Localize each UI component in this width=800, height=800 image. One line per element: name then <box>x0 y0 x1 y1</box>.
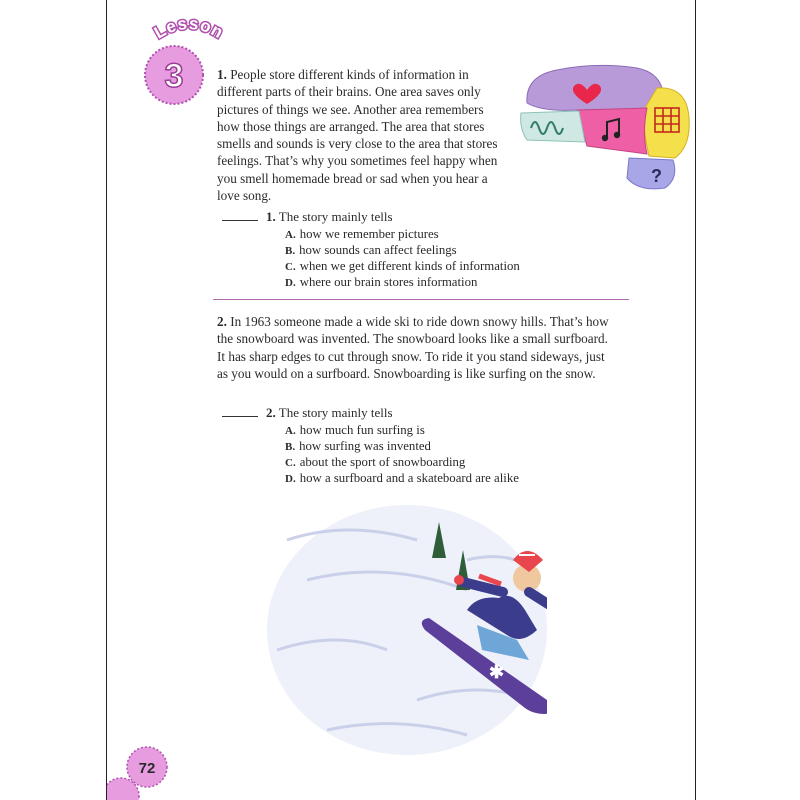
svg-text:Lesson <box>151 14 227 43</box>
passage-2 <box>217 313 612 382</box>
decorative-bubble <box>107 770 147 800</box>
lesson-number: 3 <box>164 57 184 95</box>
question-2-option-c: C. about the sport of snowboarding <box>285 455 466 469</box>
svg-text:✱: ✱ <box>489 662 505 682</box>
lesson-number-badge <box>143 44 205 106</box>
question-2-number: 2. <box>266 405 276 420</box>
question-2-option-d: D. how a surfboard and a skateboard are alike <box>285 471 519 485</box>
question-2 <box>222 405 393 421</box>
page-number: 72 <box>138 760 156 777</box>
question-1-stem: The story mainly tells <box>278 209 393 224</box>
question-2-option-a: A. how much fun surfing is <box>285 423 425 437</box>
question-2-stem: The story mainly tells <box>278 405 393 420</box>
passage-2-text: In 1963 someone made a wide ski to ride down snowy hills. That’s how the snowboard was invented. The snowboard looks like a small surfboard. It has sharp edges to cut through snow. To ride it you stand sideways, just as you would on a surfboard. Snowboarding is like surfing on the snow. <box>217 314 609 381</box>
passage-1 <box>217 66 502 204</box>
workbook-page <box>106 0 696 800</box>
passage-2-number: 2. <box>217 314 227 329</box>
question-1 <box>222 209 393 225</box>
passage-1-number: 1. <box>217 67 227 82</box>
question-mark-icon <box>651 166 662 186</box>
answer-blank-1[interactable] <box>222 220 258 221</box>
question-1-option-d: D. where our brain stores information <box>285 275 478 289</box>
question-2-option-b: B. how surfing was invented <box>285 439 431 453</box>
svg-text:?: ? <box>651 166 662 186</box>
section-divider <box>213 299 629 300</box>
question-1-option-a: A. how we remember pictures <box>285 227 439 241</box>
question-1-number: 1. <box>266 209 276 224</box>
snowboarder-illustration <box>267 500 547 760</box>
question-1-option-b: B. how sounds can affect feelings <box>285 243 457 257</box>
question-1-option-c: C. when we get different kinds of information <box>285 259 520 273</box>
lesson-word: Lesson <box>150 13 228 43</box>
passage-1-text: People store different kinds of information in different parts of their brains. One area saves only pictures of things we see. Another area remembers how those things are arranged. The area that stores smells and sounds is very close to the area that stores feelings. That’s why you sometimes feel happy when you smell homemade bread or sad when you hear a love song. <box>217 67 498 204</box>
brain-illustration <box>517 58 692 193</box>
answer-blank-2[interactable] <box>222 416 258 417</box>
